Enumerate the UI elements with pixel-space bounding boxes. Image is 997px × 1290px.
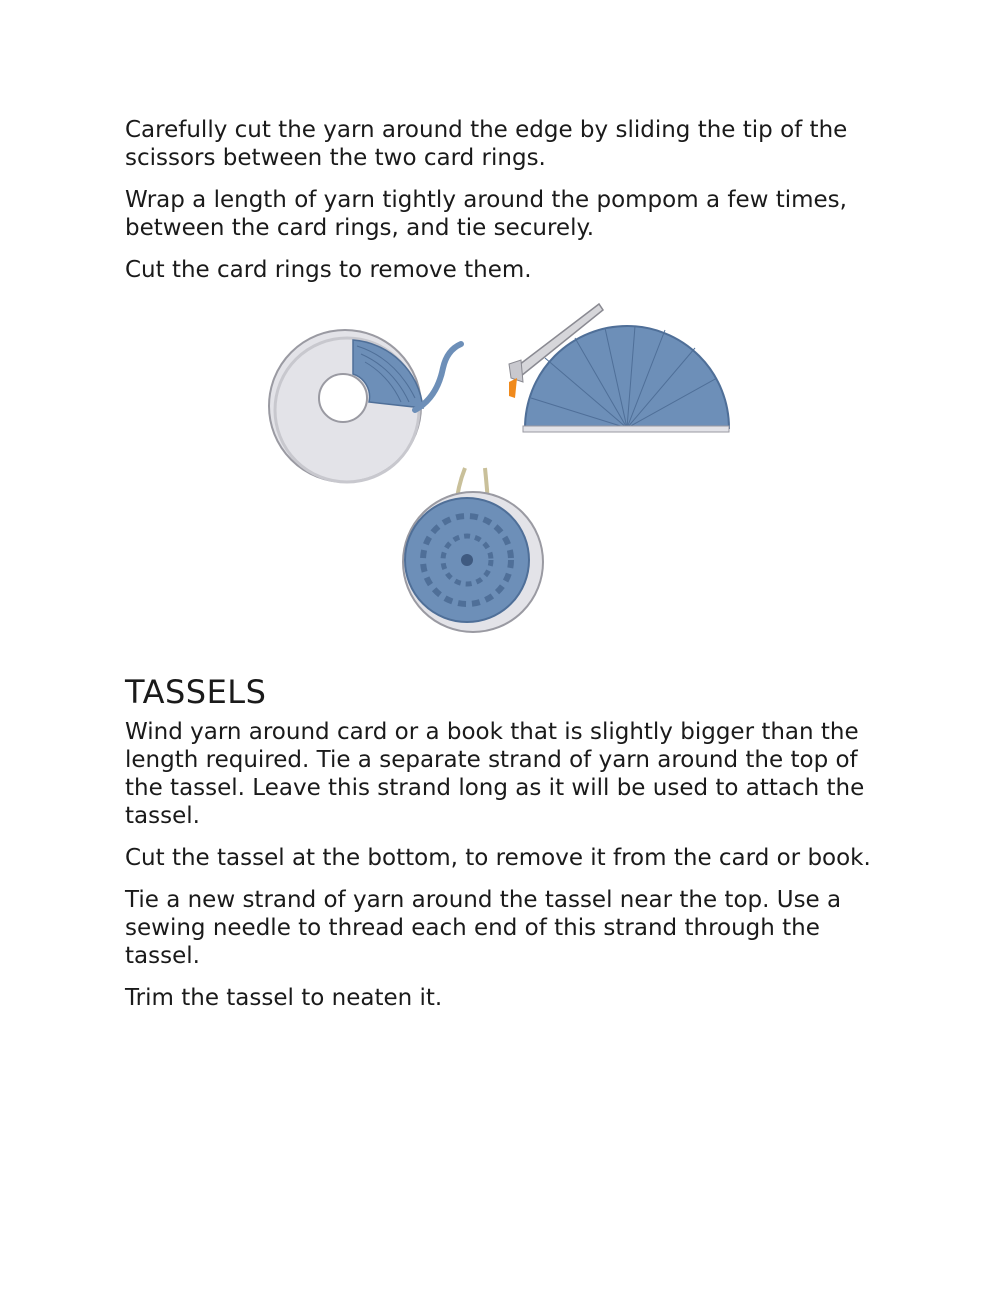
- yarn-fan-cutting: [509, 304, 729, 432]
- tassel-step-1: Wind yarn around card or a book that is slightly bigger than the length required. Tie a separate strand of yarn around the top of the tassel. Leave this strand long as it will be used to attach the tassel.: [125, 719, 865, 829]
- section-heading-tassels: TASSELS: [125, 673, 267, 711]
- pompom-illustration: [125, 298, 885, 646]
- tassel-step-2: Cut the tassel at the bottom, to remove it from the card or book.: [125, 845, 871, 871]
- tassel-step-3: Tie a new strand of yarn around the tassel near the top. Use a sewing needle to thread each end of this strand through the tassel.: [125, 887, 842, 969]
- tassel-step-4: Trim the tassel to neaten it.: [125, 985, 443, 1011]
- tied-pompom: [403, 468, 543, 632]
- pompom-step-2: Wrap a length of yarn tightly around the pompom a few times, between the card rings, and tie securely.: [125, 187, 847, 241]
- document-page: [125, 116, 885, 1026]
- card-ring-with-yarn: [269, 330, 461, 482]
- pompom-step-1: Carefully cut the yarn around the edge by sliding the tip of the scissors between the two card rings.: [125, 117, 848, 171]
- pompom-step-3: Cut the card rings to remove them.: [125, 257, 532, 283]
